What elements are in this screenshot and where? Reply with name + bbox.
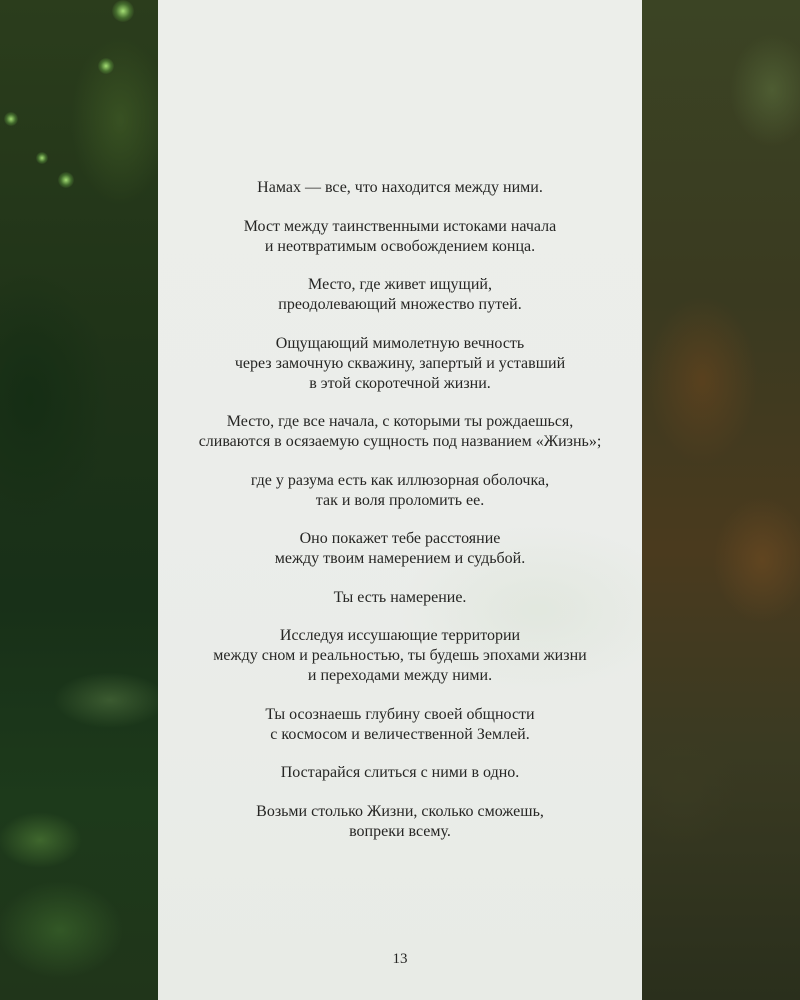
poem-line: Намах — все, что находится между ними.	[257, 179, 543, 196]
poem-line: Ты осознаешь глубину своей общности	[265, 705, 535, 723]
poem-line: Ты есть намерение.	[333, 588, 467, 606]
poem-line: Ощущающий мимолетную вечность	[275, 334, 525, 352]
stanza	[158, 705, 642, 745]
poem-line: с космосом и величественной Землей.	[270, 725, 530, 743]
poem-line: Мост между таинственными истоками начала	[243, 217, 557, 235]
stanza	[158, 275, 642, 315]
poem-line: Место, где живет ищущий,	[308, 276, 492, 293]
poem-line: между твоим намерением и судьбой.	[274, 550, 526, 567]
stanza	[158, 763, 642, 783]
poem-line: и переходами между ними.	[307, 667, 493, 684]
firefly-glow	[98, 58, 114, 74]
poem-line: где у разума есть как иллюзорная оболочка,	[250, 471, 550, 489]
right-background-art	[642, 0, 800, 1000]
stanza	[158, 802, 642, 842]
poem-line: в этой скоротечной жизни.	[309, 374, 491, 392]
poem-line: Место, где все начала, с которыми ты рождаешься,	[226, 413, 574, 430]
stanza	[158, 412, 642, 452]
poem-line: Возьми столько Жизни, сколько сможешь,	[256, 802, 544, 820]
stanza	[158, 217, 642, 257]
firefly-glow	[4, 112, 18, 126]
firefly-glow	[112, 0, 134, 22]
poem-text	[158, 178, 642, 860]
firefly-glow	[36, 152, 48, 164]
poem-line: через замочную скважину, запертый и уставший	[234, 354, 566, 372]
poem-line: между сном и реальностью, ты будешь эпохами жизни	[213, 647, 587, 664]
stanza	[158, 529, 642, 569]
stanza	[158, 588, 642, 608]
firefly-glow	[58, 172, 74, 188]
poem-line: Исследуя иссушающие территории	[279, 627, 521, 644]
stanza	[158, 334, 642, 394]
poem-line: преодолевающий множество путей.	[278, 296, 522, 313]
poem-line: Оно покажет тебе расстояние	[299, 530, 501, 547]
poem-line: сливаются в осязаемую сущность под названием «Жизнь»;	[198, 433, 602, 450]
stanza	[158, 471, 642, 511]
left-background-art	[0, 0, 158, 1000]
text-page	[158, 0, 642, 1000]
poem-line: Постарайся слиться с ними в одно.	[280, 764, 520, 781]
poem-line: так и воля проломить ее.	[315, 491, 485, 509]
poem-line: вопреки всему.	[349, 822, 451, 840]
stanza	[158, 626, 642, 686]
poem-line: и неотвратимым освобождением конца.	[264, 237, 536, 255]
stanza	[158, 178, 642, 198]
page-number: 13	[392, 951, 408, 967]
